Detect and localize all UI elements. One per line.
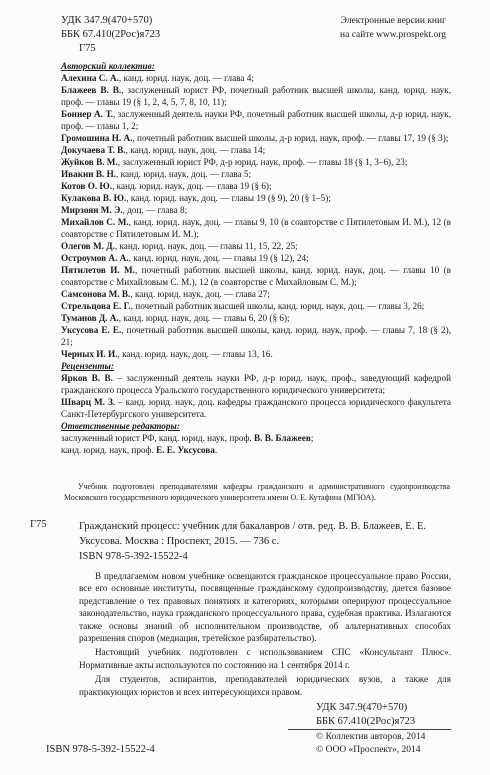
author-entry-details: , канд. юрид. наук, доц. — глава 14; bbox=[125, 145, 266, 155]
isbn-footer: ISBN 978-5-392-15522-4 bbox=[46, 744, 155, 755]
author-entry-name: Котов О. Ю. bbox=[61, 181, 113, 191]
online-versions-note bbox=[340, 14, 446, 42]
authors-heading: Авторский коллектив: bbox=[61, 61, 155, 71]
editor-1-name: В. В. Блажеев bbox=[254, 433, 311, 443]
editor-1-punct: ; bbox=[310, 433, 314, 443]
author-entry-name: Черных И. И. bbox=[61, 349, 118, 359]
author-entry bbox=[61, 168, 451, 180]
author-entry-details: , заслуженный юрист РФ, почетный работник высшей школы, канд. юрид. наук, проф. — главы 19 (§ 1, 2, 4, 5, 7, 8, 10, 11); bbox=[61, 85, 451, 107]
author-entry-name: Стрельцова Е. Г. bbox=[61, 301, 131, 311]
author-entry-details: , почетный работник высшей школы, канд. юрид. наук, проф. — главы 7, 18 (§ 2), 21; bbox=[61, 325, 451, 347]
editor-2-name: Е. Е. Уксусова bbox=[156, 445, 215, 455]
editor-1-credentials: заслуженный юрист РФ, канд. юрид. наук, проф. bbox=[61, 433, 254, 443]
authors-block bbox=[61, 60, 451, 456]
author-entry-name: Блажеев В. В. bbox=[61, 85, 122, 95]
author-entry bbox=[61, 132, 451, 144]
reviewer-entry bbox=[61, 396, 451, 420]
author-entry-name: Кулакова В. Ю. bbox=[61, 193, 127, 203]
reviewer-entry-name: Ярков В. В. bbox=[61, 373, 113, 383]
reviewer-entry bbox=[61, 372, 451, 396]
annotation bbox=[79, 570, 451, 700]
author-entry-details: , заслуженный юрист РФ, д-р юрид. наук, проф. — главы 18 (§ 1, 3–6), 23; bbox=[117, 157, 408, 167]
author-entry-name: Докучаева Т. В. bbox=[61, 145, 126, 155]
author-entry bbox=[61, 144, 451, 156]
author-entry bbox=[61, 204, 451, 216]
editor-line-1 bbox=[61, 432, 451, 444]
author-entry-name: Громошина Н. А. bbox=[61, 133, 133, 143]
author-entry bbox=[61, 156, 451, 168]
author-entry-details: , почетный работник высшей школы, канд. юрид. наук, доц. — главы 3, 26; bbox=[130, 301, 425, 311]
author-entry bbox=[61, 192, 451, 204]
author-entry bbox=[61, 312, 451, 324]
online-line-1: Электронные версии книг bbox=[340, 16, 446, 26]
editor-2-punct: . bbox=[214, 445, 218, 455]
author-entry-details: , канд. юрид. наук, доц. — главы 19 (§ 12), 24; bbox=[128, 253, 309, 263]
author-entry-details: , канд. юрид. наук, доц. — главы 19 (§ 9), 20 (§ 1–5); bbox=[126, 193, 331, 203]
editors-heading: Ответственные редакторы: bbox=[61, 421, 180, 431]
online-line-2: на сайте www.prospekt.org bbox=[340, 30, 446, 40]
reviewer-entry-details: – заслуженный деятель науки РФ, д-р юрид. наук, проф., заведующий кафедрой гражданского процесса Уральского государственного юридического университета; bbox=[61, 373, 452, 395]
author-entry bbox=[61, 264, 451, 288]
reviewer-entry-name: Шварц М. З. bbox=[61, 397, 116, 407]
classification-codes-top bbox=[61, 14, 160, 56]
annotation-paragraph: Настоящий учебник подготовлен с использованием СПС «Консультант Плюс». Нормативные акты используются по состоянию на 1 сентября 2014 г. bbox=[79, 647, 451, 670]
author-entry-details: , доц. — глава 8; bbox=[122, 205, 188, 215]
prepared-by-note: Учебник подготовлен преподавателями кафедры гражданского и административного судопроизводства Московского государственного юридического университета имени О. Е. Кутафина (МГЮА). bbox=[64, 482, 450, 502]
author-entry-name: Остроумов А. А. bbox=[61, 253, 129, 263]
reviewer-list bbox=[61, 372, 451, 420]
author-entry bbox=[61, 252, 451, 264]
classification-codes-bottom bbox=[316, 701, 415, 729]
author-entry-name: Алехина С. А. bbox=[61, 73, 119, 83]
author-entry bbox=[61, 108, 451, 132]
author-entry bbox=[61, 288, 451, 300]
author-entry-details: , канд. юрид. наук, доц. — глава 27; bbox=[130, 289, 270, 299]
bibliographic-code: Г75 bbox=[30, 519, 47, 530]
isbn-main: ISBN 978-5-392-15522-4 bbox=[79, 551, 188, 562]
author-entry bbox=[61, 240, 451, 252]
author-entry bbox=[61, 216, 451, 240]
author-entry bbox=[61, 180, 451, 192]
reviewers-heading: Рецензенты: bbox=[61, 361, 114, 371]
udk-code: УДК 347.9(470+570) bbox=[61, 15, 153, 26]
bbk-code-bottom: ББК 67.410(2Рос)я723 bbox=[316, 716, 416, 727]
author-entry-name: Боннер А. Т. bbox=[61, 109, 113, 119]
author-entry-details: , канд. юрид. наук, доц. — главы 6, 20 (§ 6); bbox=[118, 313, 290, 323]
author-entry-details: , канд. юрид. наук, доц. — главы 9, 10 (в соавторстве с Пятилетовым И. М.), 12 (в соавторстве с Пятилетовым И. М.); bbox=[61, 217, 451, 239]
copyright-authors: © Коллектив авторов, 2014 bbox=[316, 732, 426, 742]
copyright-publisher: © ООО «Проспект», 2014 bbox=[316, 745, 421, 755]
author-entry-name: Михайлов С. М. bbox=[61, 217, 129, 227]
reviewer-entry-details: – канд. юрид. наук, доц. кафедры гражданского процесса юридического факультета Санкт-Петербургского университета. bbox=[61, 397, 451, 419]
author-entry-details: , канд. юрид. наук, доц. — глава 4; bbox=[118, 73, 254, 83]
author-list bbox=[61, 72, 451, 360]
divider bbox=[288, 729, 451, 730]
author-entry-name: Туманов Д. А. bbox=[61, 313, 119, 323]
author-entry-name: Ивакин В. Н. bbox=[61, 169, 117, 179]
author-entry-details: , канд. юрид. наук, доц. — глава 19 (§ 6); bbox=[112, 181, 272, 191]
udk-code-bottom: УДК 347.9(470+570) bbox=[316, 702, 408, 713]
author-entry bbox=[61, 324, 451, 348]
author-entry-details: , канд. юрид. наук, доц. — глава 5; bbox=[116, 169, 252, 179]
bibliographic-description: Гражданский процесс: учебник для бакалавров / отв. ред. В. В. Блажеев, Е. Е. Уксусова. Москва : Проспект, 2015. — 736 с. bbox=[79, 521, 426, 547]
author-entry bbox=[61, 72, 451, 84]
author-entry bbox=[61, 300, 451, 312]
author-entry-details: , почетный работник высшей школы, д-р юрид. наук, проф. — главы 17, 19 (§ 3); bbox=[132, 133, 449, 143]
author-mark: Г75 bbox=[79, 43, 96, 54]
author-entry-name: Уксусова Е. Е. bbox=[61, 325, 122, 335]
editor-2-credentials: канд. юрид. наук, проф. bbox=[61, 445, 157, 455]
author-entry-name: Олегов М. Д. bbox=[61, 241, 115, 251]
author-entry-details: , канд. юрид. наук, доц. — главы 11, 15, 22, 25; bbox=[114, 241, 298, 251]
copyright-block bbox=[316, 731, 425, 757]
author-entry-details: , канд. юрид. наук, доц. — главы 13, 16. bbox=[117, 349, 273, 359]
author-entry-name: Самсонова М. В. bbox=[61, 289, 131, 299]
author-entry-name: Жуйков В. М. bbox=[61, 157, 118, 167]
author-entry bbox=[61, 348, 451, 360]
author-entry bbox=[61, 84, 451, 108]
bbk-code: ББК 67.410(2Рос)я723 bbox=[61, 29, 161, 40]
editor-line-2 bbox=[61, 444, 451, 456]
author-entry-name: Пятилетов И. М. bbox=[61, 265, 135, 275]
author-entry-details: , почетный работник высшей школы, канд. юрид. наук, доц. — главы 10 (в соавторстве с Михайловым С. М.), 12 (в соавторстве с Михайловым С. М.); bbox=[61, 265, 451, 287]
annotation-paragraph: В предлагаемом новом учебнике освещаются гражданское процессуальное право России, все его основные институты, посвященные гражданскому судопроизводству, дается базовое представление о тех правовых понятиях и категориях, которыми оперируют процессуальное законодательство, наука гражданского процессуального права, судебная практика. Излагаются также основы знаний об исполнительном производстве, об альтернативных способах разрешения споров (медиация, третейское разбирательство). bbox=[79, 571, 451, 644]
annotation-paragraph: Для студентов, аспирантов, преподавателей юридических вузов, а также для практикующих юристов и всех интересующихся правом. bbox=[79, 674, 451, 697]
author-entry-details: , заслуженный деятель науки РФ, почетный работник высшей школы, д-р юрид. наук, проф. — главы 1, 2; bbox=[61, 109, 451, 131]
author-entry-name: Мирзоян М. Э. bbox=[61, 205, 123, 215]
